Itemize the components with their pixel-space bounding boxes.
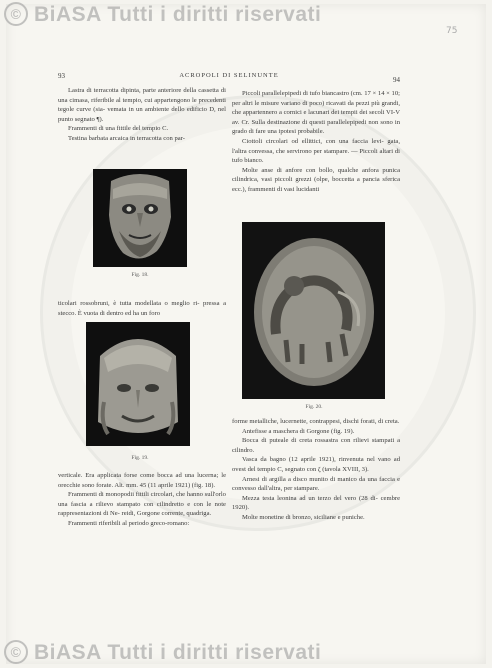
bearded-head-illustration <box>93 169 187 267</box>
figure-19-photo <box>86 322 190 446</box>
paragraph-testa-leonina: Mezza testa leonina ad un terzo del vero (28 di- cembre 1920). <box>232 494 400 512</box>
watermark-bottom <box>4 640 321 665</box>
figure-20-photo <box>242 222 385 399</box>
paragraph-anse: Molte anse di anfore con bollo, qualche anfora punica cilindrica, vasi piccoli grezzi (olpe, boccetta a pancia sferica ecc.), frammenti di vasi lucidanti <box>232 166 401 193</box>
paragraph-greco-romano: Frammenti riferibili al periodo greco-romano: <box>68 519 190 527</box>
figure-19-caption: Fig. 19. <box>131 455 149 461</box>
paragraph-testina-cont: ticolari rossobruni, è tutta modellata o meglio ri- pressa a stecco. È vuota di dentro ed ha un foro <box>58 300 226 317</box>
paragraph-frammenti: Frammenti di una fittile del tempio C. <box>68 125 169 133</box>
left-column-top <box>58 86 226 144</box>
paragraph-forme: forme metalliche, lucernette, contrappesi, dischi forati, di creta. <box>232 418 400 425</box>
stamp-disk-illustration <box>242 222 385 399</box>
left-column-bottom <box>58 471 226 529</box>
running-title: ACROPOLI DI SELINUNTE <box>179 72 279 79</box>
figure-18-photo <box>93 169 187 267</box>
page-number-right: 94 <box>393 76 400 84</box>
page-number-left: 93 <box>58 72 65 80</box>
watermark-bottom-text: BiASA Tutti i diritti riservati <box>34 641 322 664</box>
copyright-icon: © <box>4 640 28 664</box>
right-column-bottom <box>232 417 400 523</box>
paragraph-parallelepipedi: Piccoli parallelepipedi di tufo biancastro (cm. 17 × 14 × 10; per altri le misure variano di poco) ricavati da pezzi più grandi, che appartennero a cornici e lacunari dei tempii dei secoli VI-V av. Cr. Sulla destinazione di questi parallelepipedi non sono in grado di fare una ipotesi probabile. <box>232 90 400 136</box>
paragraph-antefisse: Antefisse a maschera di Gorgone (fig. 19). <box>242 427 355 435</box>
paragraph-testina: Testina barbata arcaica in terracotta con par- <box>68 134 185 142</box>
paragraph-arnesi: Arnesi di argilla a disco munito di manico da una faccia e convesso dall'altra, per stampare. <box>232 475 400 493</box>
pencil-annotation: 75 <box>446 26 458 36</box>
paragraph-vasca: Vasca da bagno (12 aprile 1921), rinvenuta nel vano ad ovest del tempio C, segnato con ζ (tavola XVIII, 3). <box>232 456 400 473</box>
left-column-middle <box>58 299 226 318</box>
gorgon-antefix-illustration <box>86 322 190 446</box>
paragraph-monopodii: Frammenti di monopodii fittili circolari, che hanno sull'orlo una fascia a rilievo stampato con cilindretto e con le note rappresentazioni di Ne- reidi, Gorgone corrente, quadriga. <box>58 491 226 518</box>
paragraph-lastra: Lastra di terracotta dipinta, parte anteriore della cassetta di una cimasa, riferibile al tempio, cui appartengono le precedenti tegole curve (sia- vemata in un ambiente dello edificio D, nel punto segnato ¶). <box>58 87 226 123</box>
paragraph-monetine: Molte monetine di bronzo, siciliane e puniche. <box>242 513 365 521</box>
paragraph-bocca-puteale: Bocca di puteale di creta rossastra con rilievi stampati a cilindro. <box>232 437 400 454</box>
figure-18-caption: Fig. 18. <box>131 272 149 278</box>
copyright-icon: © <box>4 2 28 26</box>
paragraph-ciottoli: Ciottoli circolari od ellittici, con una faccia levi- gata, l'altra convessa, che servirono per stampare. — Piccoli altari di tufo bianco. <box>232 137 400 165</box>
page-header <box>58 72 400 84</box>
watermark-top <box>4 2 321 27</box>
paragraph-verticale: verticale. Era applicata forse come bocca ad una lucerna; le orecchie sono forate. Alt. mm. 45 (11 aprile 1921) (fig. 18). <box>58 472 227 489</box>
watermark-top-text: BiASA Tutti i diritti riservati <box>34 3 322 26</box>
right-column-top <box>232 89 400 195</box>
figure-20-caption: Fig. 20. <box>305 404 323 410</box>
